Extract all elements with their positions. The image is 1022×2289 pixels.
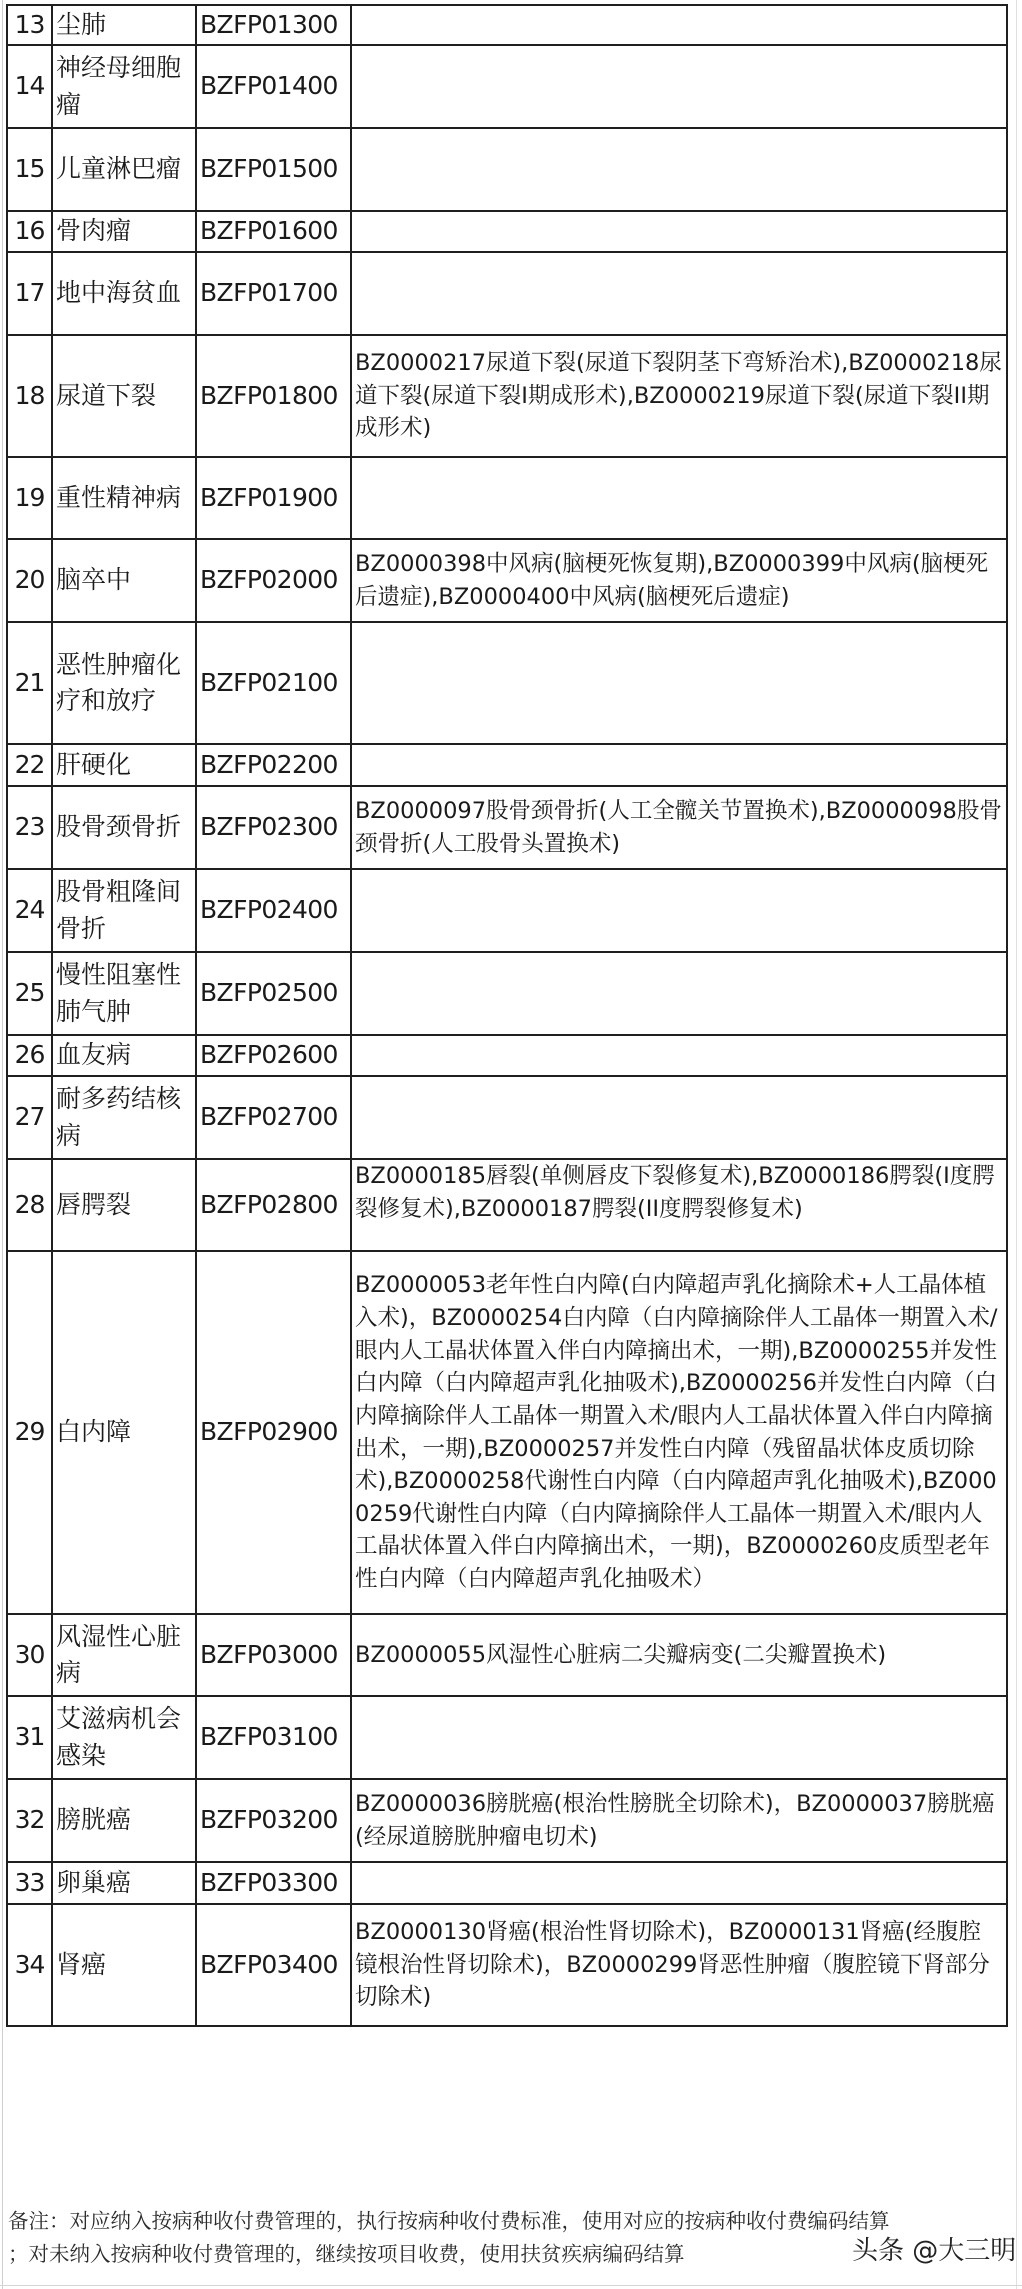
disease-code-cell[interactable]: BZFP03000: [196, 1614, 351, 1696]
procedure-codes-cell[interactable]: [351, 128, 1007, 211]
disease-name-cell[interactable]: 白内障: [52, 1251, 196, 1614]
disease-name-cell[interactable]: 重性精神病: [52, 457, 196, 539]
disease-code-cell[interactable]: BZFP01600: [196, 211, 351, 252]
procedure-codes-cell[interactable]: BZ0000217尿道下裂(尿道下裂阴茎下弯矫治术),BZ0000218尿道下裂(尿道下裂I期成形术),BZ0000219尿道下裂(尿道下裂II期成形术): [351, 335, 1007, 457]
disease-code-cell[interactable]: BZFP01700: [196, 252, 351, 335]
table-row: [7, 252, 1007, 335]
procedure-codes-cell[interactable]: [351, 744, 1007, 786]
procedure-codes-cell[interactable]: [351, 1076, 1007, 1159]
table-row: [7, 1779, 1007, 1862]
disease-name-cell[interactable]: 膀胱癌: [52, 1779, 196, 1862]
row-number-cell[interactable]: 26: [7, 1035, 52, 1076]
table-row: [7, 128, 1007, 211]
disease-name-cell[interactable]: 肾癌: [52, 1904, 196, 2026]
table-row: [7, 952, 1007, 1035]
disease-code-cell[interactable]: BZFP03200: [196, 1779, 351, 1862]
table-row: [7, 539, 1007, 622]
table-row: [7, 622, 1007, 744]
disease-code-cell[interactable]: BZFP01400: [196, 45, 351, 128]
table-row: [7, 457, 1007, 539]
disease-name-cell[interactable]: 肝硬化: [52, 744, 196, 786]
table-row: [7, 1862, 1007, 1904]
row-number-cell[interactable]: 34: [7, 1904, 52, 2026]
table-row: [7, 1076, 1007, 1159]
row-number-cell[interactable]: 29: [7, 1251, 52, 1614]
row-number-cell[interactable]: 18: [7, 335, 52, 457]
disease-name-cell[interactable]: 儿童淋巴瘤: [52, 128, 196, 211]
disease-name-cell[interactable]: 恶性肿瘤化疗和放疗: [52, 622, 196, 744]
procedure-codes-cell[interactable]: BZ0000130肾癌(根治性肾切除术)，BZ0000131肾癌(经腹腔镜根治性肾切除术)，BZ0000299肾恶性肿瘤（腹腔镜下肾部分切除术): [351, 1904, 1007, 2026]
procedure-codes-cell[interactable]: BZ0000055风湿性心脏病二尖瓣病变(二尖瓣置换术): [351, 1614, 1007, 1696]
row-number-cell[interactable]: 15: [7, 128, 52, 211]
procedure-codes-cell[interactable]: [351, 457, 1007, 539]
procedure-codes-cell[interactable]: [351, 1696, 1007, 1779]
row-number-cell[interactable]: 33: [7, 1862, 52, 1904]
table-row: [7, 1251, 1007, 1614]
disease-name-cell[interactable]: 股骨颈骨折: [52, 786, 196, 869]
disease-code-cell[interactable]: BZFP01800: [196, 335, 351, 457]
disease-name-cell[interactable]: 卵巢癌: [52, 1862, 196, 1904]
row-number-cell[interactable]: 27: [7, 1076, 52, 1159]
procedure-codes-cell[interactable]: [351, 45, 1007, 128]
table-row: [7, 335, 1007, 457]
procedure-codes-cell[interactable]: BZ0000097股骨颈骨折(人工全髋关节置换术),BZ0000098股骨颈骨折(人工股骨头置换术): [351, 786, 1007, 869]
notes-line-2: ；对未纳入按病种收付费管理的，继续按项目收费，使用扶贫疾病编码结算: [8, 2241, 685, 2266]
procedure-codes-cell[interactable]: BZ0000398中风病(脑梗死恢复期),BZ0000399中风病(脑梗死后遗症),BZ0000400中风病(脑梗死后遗症): [351, 539, 1007, 622]
procedure-codes-cell[interactable]: [351, 1035, 1007, 1076]
poverty-disease-code-table: [6, 4, 1008, 2027]
disease-code-cell[interactable]: BZFP02800: [196, 1159, 351, 1251]
procedure-codes-cell[interactable]: [351, 211, 1007, 252]
table-row: [7, 744, 1007, 786]
procedure-codes-cell[interactable]: [351, 252, 1007, 335]
row-number-cell[interactable]: 19: [7, 457, 52, 539]
row-number-cell[interactable]: 30: [7, 1614, 52, 1696]
table-row: [7, 45, 1007, 128]
table-row: [7, 211, 1007, 252]
procedure-codes-cell[interactable]: BZ0000036膀胱癌(根治性膀胱全切除术)，BZ0000037膀胱癌(经尿道膀胱肿瘤电切术): [351, 1779, 1007, 1862]
disease-code-cell[interactable]: BZFP02100: [196, 622, 351, 744]
gridline: [1016, 0, 1017, 2289]
row-number-cell[interactable]: 23: [7, 786, 52, 869]
disease-code-cell[interactable]: BZFP01900: [196, 457, 351, 539]
table-row: [7, 1904, 1007, 2026]
disease-name-cell[interactable]: 骨肉瘤: [52, 211, 196, 252]
disease-code-cell[interactable]: BZFP02500: [196, 952, 351, 1035]
row-number-cell[interactable]: 21: [7, 622, 52, 744]
disease-code-cell[interactable]: BZFP01500: [196, 128, 351, 211]
disease-code-cell[interactable]: BZFP03300: [196, 1862, 351, 1904]
row-number-cell[interactable]: 17: [7, 252, 52, 335]
row-number-cell[interactable]: 16: [7, 211, 52, 252]
disease-name-cell[interactable]: 神经母细胞瘤: [52, 45, 196, 128]
procedure-codes-cell[interactable]: BZ0000185唇裂(单侧唇皮下裂修复术),BZ0000186腭裂(I度腭裂修复术),BZ0000187腭裂(II度腭裂修复术): [351, 1159, 1007, 1251]
disease-code-cell[interactable]: BZFP01300: [196, 5, 351, 45]
table-row: [7, 786, 1007, 869]
disease-code-cell[interactable]: BZFP02600: [196, 1035, 351, 1076]
disease-name-cell[interactable]: 风湿性心脏病: [52, 1614, 196, 1696]
disease-name-cell[interactable]: 艾滋病机会感染: [52, 1696, 196, 1779]
row-number-cell[interactable]: 32: [7, 1779, 52, 1862]
disease-name-cell[interactable]: 股骨粗隆间骨折: [52, 869, 196, 952]
row-number-cell[interactable]: 24: [7, 869, 52, 952]
row-number-cell[interactable]: 13: [7, 5, 52, 45]
procedure-codes-cell[interactable]: [351, 622, 1007, 744]
procedure-codes-cell[interactable]: [351, 952, 1007, 1035]
disease-code-cell[interactable]: BZFP02900: [196, 1251, 351, 1614]
gridline: [2, 0, 3, 2289]
disease-name-cell[interactable]: 脑卒中: [52, 539, 196, 622]
table-row: [7, 1614, 1007, 1696]
procedure-codes-cell[interactable]: [351, 1862, 1007, 1904]
gridline: [0, 2285, 1022, 2286]
row-number-cell[interactable]: 14: [7, 45, 52, 128]
procedure-codes-cell[interactable]: [351, 5, 1007, 45]
row-number-cell[interactable]: 28: [7, 1159, 52, 1251]
disease-code-cell[interactable]: BZFP02200: [196, 744, 351, 786]
disease-name-cell[interactable]: 耐多药结核病: [52, 1076, 196, 1159]
disease-code-cell[interactable]: BZFP03100: [196, 1696, 351, 1779]
table-row: [7, 1696, 1007, 1779]
notes-line-1: 备注：对应纳入按病种收付费管理的，执行按病种收付费标准，使用对应的按病种收付费编码结算: [8, 2209, 890, 2233]
disease-name-cell[interactable]: 尘肺: [52, 5, 196, 45]
row-number-cell[interactable]: 22: [7, 744, 52, 786]
disease-code-cell[interactable]: BZFP02000: [196, 539, 351, 622]
disease-code-cell[interactable]: BZFP02300: [196, 786, 351, 869]
table-row: [7, 1035, 1007, 1076]
procedure-codes-cell[interactable]: BZ0000053老年性白内障(白内障超声乳化摘除术+人工晶体植入术)，BZ0000254白内障（白内障摘除伴人工晶体一期置入术/眼内人工晶状体置入伴白内障摘出术，一期),BZ0000255并发性白内障（白内障超声乳化抽吸术),BZ0000256并发性白内障（白内障摘除伴人工晶体一期置入术/眼内人工晶状体置入伴白内障摘出术，一期),BZ0000257并发性白内障（残留晶状体皮质切除术),BZ0000258代谢性白内障（白内障超声乳化抽吸术),BZ0000259代谢性白内障（白内障摘除伴人工晶体一期置入术/眼内人工晶状体置入伴白内障摘出术，一期)，BZ0000260皮质型老年性白内障（白内障超声乳化抽吸术）: [351, 1251, 1007, 1614]
disease-name-cell[interactable]: 尿道下裂: [52, 335, 196, 457]
procedure-codes-cell[interactable]: [351, 869, 1007, 952]
row-number-cell[interactable]: 20: [7, 539, 52, 622]
disease-code-cell[interactable]: BZFP02400: [196, 869, 351, 952]
disease-name-cell[interactable]: 血友病: [52, 1035, 196, 1076]
watermark: 头条 @大三明: [852, 2236, 1017, 2266]
table-row: [7, 869, 1007, 952]
disease-code-cell[interactable]: BZFP03400: [196, 1904, 351, 2026]
disease-code-cell[interactable]: BZFP02700: [196, 1076, 351, 1159]
disease-name-cell[interactable]: 地中海贫血: [52, 252, 196, 335]
disease-name-cell[interactable]: 唇腭裂: [52, 1159, 196, 1251]
table-row: [7, 1159, 1007, 1251]
row-number-cell[interactable]: 31: [7, 1696, 52, 1779]
row-number-cell[interactable]: 25: [7, 952, 52, 1035]
disease-name-cell[interactable]: 慢性阻塞性肺气肿: [52, 952, 196, 1035]
table-row: [7, 5, 1007, 45]
